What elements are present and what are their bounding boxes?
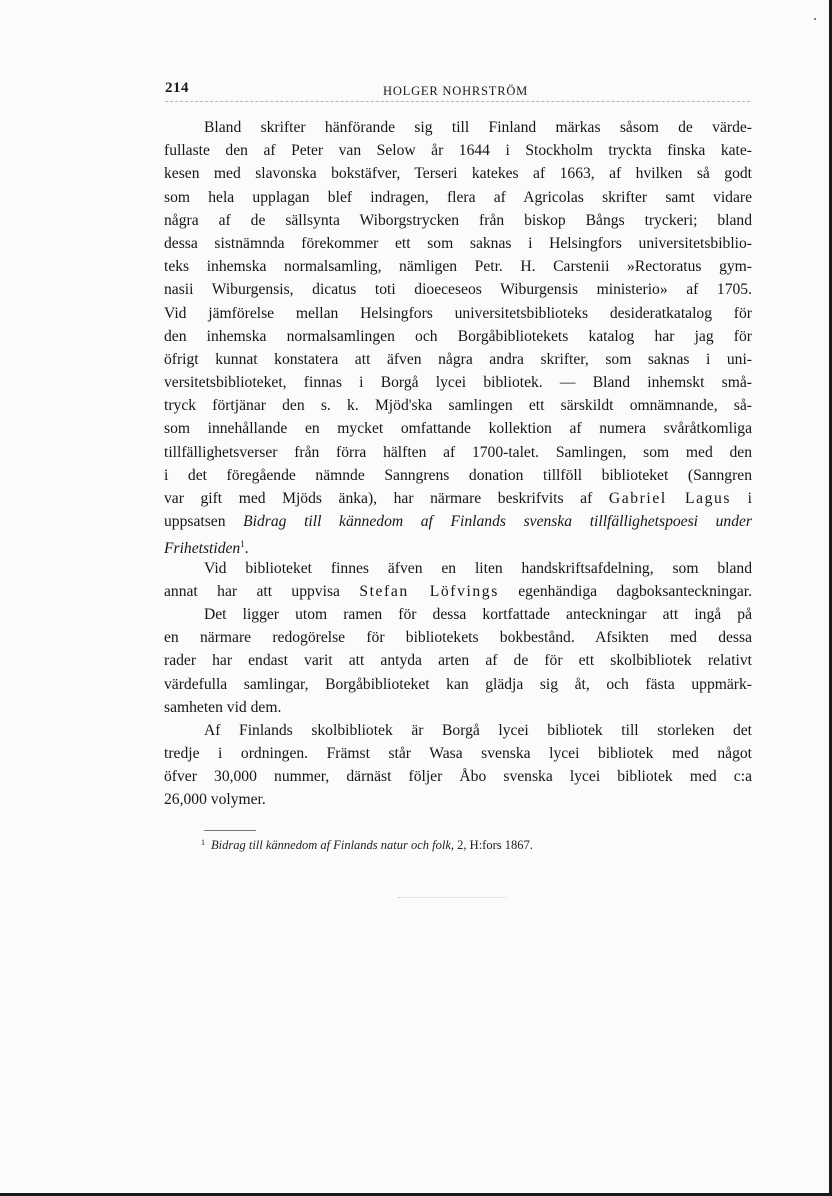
- text-line: i det föregående nämnde Sanngrens donation tillföll biblioteket (Sanngren: [164, 466, 752, 484]
- text-line: [164, 487, 752, 510]
- text-line: [164, 533, 752, 556]
- text-line: dessa sistnämnda förekommer ett som saknas i Helsingfors universitetsbiblio-: [164, 234, 752, 252]
- text-line: Bland skrifter hänförande sig till Finland märkas såsom de värde-: [204, 119, 752, 136]
- text-line: tillfällighetsverser från förra hälften af 1700-talet. Samlingen, som med den: [164, 443, 752, 461]
- body-text: [164, 116, 752, 812]
- text-line: fullaste den af Peter van Selow år 1644 i Stockholm tryckta finska kate-: [164, 142, 752, 160]
- footnote-title: Bidrag till kännedom af Finlands natur och folk,: [211, 838, 455, 852]
- paragraph-3: [164, 603, 752, 719]
- header-rule: [165, 101, 750, 102]
- text-line: kesen med slavonska bokstäfver, Terseri katekes af 1663, af hvilken så godt: [164, 165, 752, 183]
- paragraph-2: [164, 557, 752, 603]
- page-header: [165, 80, 749, 100]
- text-segment: .: [244, 540, 249, 558]
- text-line: Vid jämförelse mellan Helsingfors universitetsbiblioteks desideratkatalog för: [164, 304, 752, 322]
- paragraph-4: [164, 719, 752, 812]
- text-line: Af Finlands skolbibliotek är Borgå lycei bibliotek till storleken det: [204, 721, 752, 739]
- paragraph-1: [164, 116, 752, 557]
- text-line: värdefulla samlingar, Borgåbiblioteket kan glädja sig åt, och fästa uppmärk-: [164, 675, 752, 693]
- footnote-reference: 1: [240, 539, 245, 550]
- text-line: Det ligger utom ramen för dessa kortfattade anteckningar att ingå på: [204, 605, 752, 623]
- text-line: nasii Wiburgensis, dicatus toti dioeceseos Wiburgensis ministerio» af 1705.: [164, 281, 752, 299]
- text-line: [164, 510, 752, 533]
- text-line: rader har endast varit att antyda arten af de för ett skolbibliotek relativt: [164, 652, 752, 670]
- text-line: 26,000 volymer.: [164, 791, 266, 809]
- margin-mark: [814, 18, 816, 20]
- text-line: några af de sällsynta Wiborgstrycken från biskop Bångs tryckeri; bland: [164, 211, 752, 229]
- print-smudge: [398, 897, 506, 898]
- text-line: öfrigt kunnat konstatera att äfven några andra skrifter, som saknas i uni-: [164, 350, 752, 368]
- text-line: som hela upplagan blef indragen, flera af Agricolas skrifter samt vidare: [164, 188, 752, 206]
- text-line: samheten vid dem.: [164, 698, 282, 716]
- italic-title: Bidrag till kännedom af Finlands svenska tillfällighetspoesi under: [243, 513, 753, 531]
- text-line: som innehållande en mycket omfattande kollektion af numera svåråtkomliga: [164, 420, 752, 438]
- text-line: teks inhemska normalsamling, nämligen Petr. H. Carstenii »Rectoratus gym-: [164, 258, 752, 276]
- text-line: Vid biblioteket finnes äfven en liten handskriftsafdelning, som bland: [204, 559, 752, 577]
- footnote: [201, 838, 533, 853]
- footnote-rule: [204, 830, 256, 831]
- text-line: en närmare redogörelse för bibliotekets bokbestånd. Afsikten med dessa: [164, 629, 752, 647]
- person-name-spaced: Gabriel Lagus: [608, 490, 732, 507]
- text-segment: uppsatsen: [164, 513, 226, 531]
- running-head: HOLGER NOHRSTRÖM: [383, 84, 529, 98]
- text-segment: annat har att uppvisa: [164, 582, 340, 600]
- text-segment: egenhändiga dagboksanteckningar.: [518, 582, 752, 600]
- text-line: tryck förtjänar den s. k. Mjöd'ska samlingen ett särskildt omnämnande, så-: [164, 397, 752, 415]
- page-number: 214: [165, 80, 189, 96]
- text-line: [164, 580, 752, 603]
- text-line: den inhemska normalsamlingen och Borgåbibliotekets katalog har jag för: [164, 327, 752, 345]
- text-line: versitetsbiblioteket, finnas i Borgå lycei bibliotek. — Bland inhemskt små-: [164, 374, 752, 392]
- text-line: tredje i ordningen. Främst står Wasa svenska lycei bibliotek med något: [164, 745, 752, 763]
- footnote-text: 2, H:fors 1867.: [457, 838, 533, 852]
- person-name-spaced: Stefan Löfvings: [359, 582, 499, 600]
- text-segment: var gift med Mjöds änka), har närmare beskrifvits af: [164, 490, 593, 507]
- text-line: öfver 30,000 nummer, därnäst följer Åbo svenska lycei bibliotek med c:a: [164, 768, 752, 786]
- text-segment: i: [747, 490, 752, 507]
- italic-title: Frihetstiden: [164, 540, 241, 558]
- footnote-marker: 1: [201, 838, 205, 847]
